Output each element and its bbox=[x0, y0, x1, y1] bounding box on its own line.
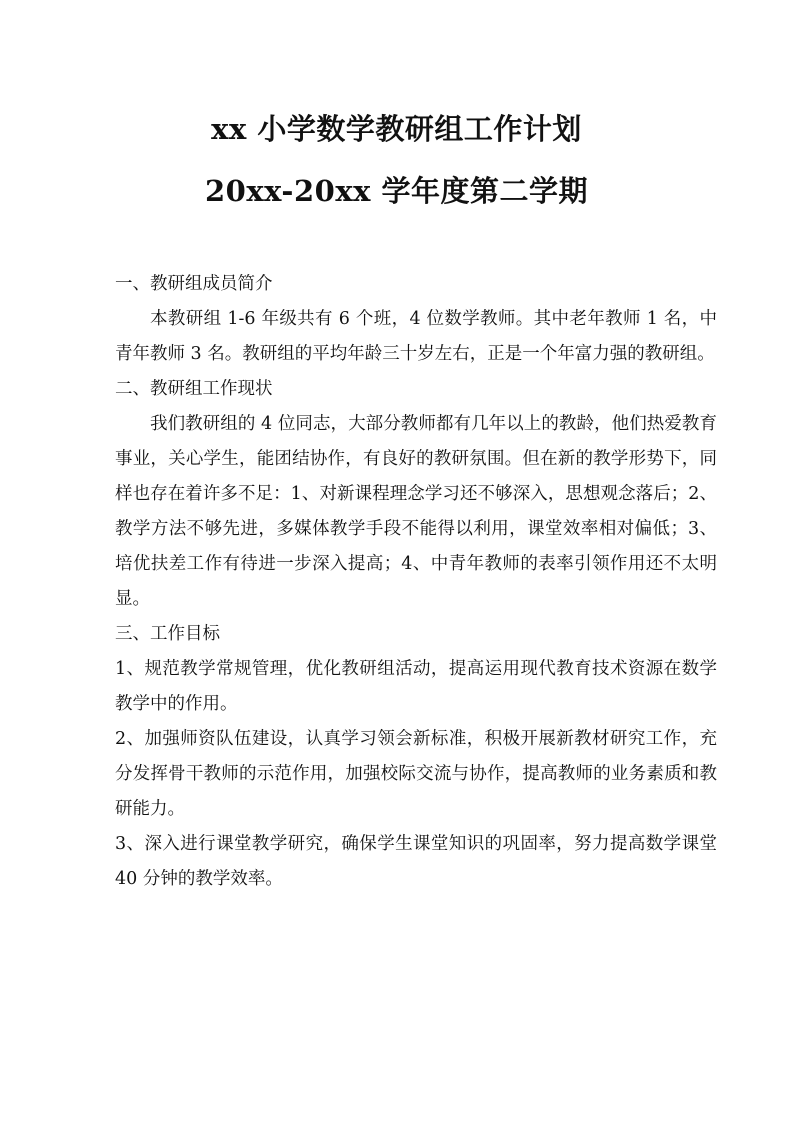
section-heading: 二、教研组工作现状 bbox=[115, 379, 273, 399]
section-heading: 一、教研组成员简介 bbox=[115, 274, 273, 294]
document-subtitle: 20xx-20xx 学年度第二学期 bbox=[205, 174, 588, 208]
section-heading: 三、工作目标 bbox=[115, 624, 220, 644]
list-item: 3、深入进行课堂教学研究，确保学生课堂知识的巩固率，努力提高数学课堂 40 分钟的教学效率。 bbox=[115, 834, 717, 889]
document-body bbox=[115, 267, 717, 897]
paragraph: 本教研组 1-6 年级共有 6 个班，4 位数学教师。其中老年教师 1 名，中青年教师 3 名。教研组的平均年龄三十岁左右，正是一个年富力强的教研组。 bbox=[115, 309, 717, 364]
document-title: xx 小学数学教研组工作计划 bbox=[211, 112, 582, 146]
list-item: 1、规范教学常规管理，优化教研组活动，提高运用现代教育技术资源在数学教学中的作用。 bbox=[115, 659, 717, 714]
list-item: 2、加强师资队伍建设，认真学习领会新标准，积极开展新教材研究工作，充分发挥骨干教师的示范作用，加强校际交流与协作，提高教师的业务素质和教研能力。 bbox=[115, 729, 717, 819]
paragraph: 我们教研组的 4 位同志，大部分教师都有几年以上的教龄，他们热爱教育事业，关心学生，能团结协作，有良好的教研氛围。但在新的教学形势下，同样也存在着许多不足：1、对新课程理念学习还不够深入，思想观念落后；2、教学方法不够先进，多媒体教学手段不能得以利用，课堂效率相对偏低；3、培优扶差工作有待进一步深入提高；4、中青年教师的表率引领作用还不太明显。 bbox=[115, 414, 717, 609]
